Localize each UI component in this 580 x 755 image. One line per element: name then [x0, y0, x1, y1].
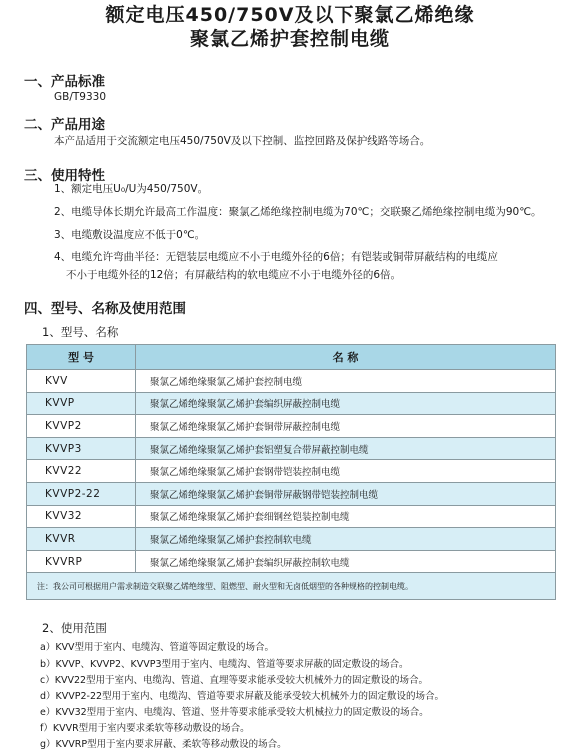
table-row — [27, 460, 556, 483]
model-cell: KVVR — [27, 528, 136, 551]
table-row — [27, 505, 556, 528]
model-cell: KVV — [27, 370, 136, 393]
property-item: 2、电缆导体长期允许最高工作温度：聚氯乙烯绝缘控制电缆为70℃；交联聚乙烯绝缘控制电缆为90℃。 — [54, 206, 542, 218]
name-cell: 聚氯乙烯绝缘聚氯乙烯护套铜带屏蔽控制电缆 — [136, 415, 556, 438]
table-row — [27, 370, 556, 393]
table-header-row — [27, 345, 556, 370]
scope-item: d）KVVP2-22型用于室内、电缆沟、管道等要求屏蔽及能承受较大机械外力的固定敷设的场合。 — [40, 691, 445, 702]
name-cell: 聚氯乙烯绝缘聚氯乙烯护套编织屏蔽控制软电缆 — [136, 550, 556, 573]
table-row — [27, 415, 556, 438]
model-cell: KVVP2 — [27, 415, 136, 438]
model-cell: KVV32 — [27, 505, 136, 528]
property-item: 4、电缆允许弯曲半径：无铠装层电缆应不小于电缆外径的6倍；有铠装或铜带屏蔽结构的电缆应 — [54, 251, 498, 263]
section-usage-heading: 二、产品用途 — [24, 117, 105, 133]
table-note-row — [27, 573, 556, 600]
table-row — [27, 482, 556, 505]
model-cell: KVVP — [27, 392, 136, 415]
name-cell: 聚氯乙烯绝缘聚氯乙烯护套钢带铠装控制电缆 — [136, 460, 556, 483]
name-cell: 聚氯乙烯绝缘聚氯乙烯护套编织屏蔽控制电缆 — [136, 392, 556, 415]
name-cell: 聚氯乙烯绝缘聚氯乙烯护套控制软电缆 — [136, 528, 556, 551]
models-subheading: 1、型号、名称 — [42, 325, 119, 339]
page-subtitle: 聚氯乙烯护套控制电缆 — [189, 28, 390, 50]
model-cell: KVV22 — [27, 460, 136, 483]
table-row — [27, 437, 556, 460]
scope-item: c）KVV22型用于室内、电缆沟、管道、直埋等要求能承受较大机械外力的固定敷设的场合。 — [40, 675, 429, 686]
model-cell: KVVP2-22 — [27, 482, 136, 505]
model-table — [26, 344, 556, 600]
table-note: 注：我公司可根据用户需求制造交联聚乙烯绝缘型、阻燃型、耐火型和无卤低烟型的各种规格的控制电缆。 — [27, 573, 556, 600]
model-cell: KVVP3 — [27, 437, 136, 460]
property-item: 3、电缆敷设温度应不低于0℃。 — [54, 229, 206, 241]
col-model-header: 型 号 — [27, 345, 136, 370]
standard-code: GB/T9330 — [54, 91, 107, 103]
table-row — [27, 550, 556, 573]
section-models-heading: 四、型号、名称及使用范围 — [24, 301, 186, 317]
model-cell: KVVRP — [27, 550, 136, 573]
scope-subheading: 2、使用范围 — [42, 621, 107, 635]
property-item: 1、额定电压U₀/U为450/750V。 — [54, 183, 209, 195]
name-cell: 聚氯乙烯绝缘聚氯乙烯护套铝塑复合带屏蔽控制电缆 — [136, 437, 556, 460]
usage-text: 本产品适用于交流额定电压450/750V及以下控制、监控回路及保护线路等场合。 — [54, 135, 431, 147]
scope-item: g）KVVRP型用于室内要求屏蔽、柔软等移动敷设的场合。 — [40, 739, 287, 750]
page-title: 额定电压450/750V及以下聚氯乙烯绝缘 — [105, 4, 475, 26]
table-row — [27, 528, 556, 551]
scope-item: a）KVV型用于室内、电缆沟、管道等固定敷设的场合。 — [40, 642, 275, 653]
property-item: 不小于电缆外径的12倍；有屏蔽结构的软电缆应不小于电缆外径的6倍。 — [66, 269, 402, 281]
name-cell: 聚氯乙烯绝缘聚氯乙烯护套细钢丝铠装控制电缆 — [136, 505, 556, 528]
scope-item: f）KVVR型用于室内要求柔软等移动敷设的场合。 — [40, 723, 250, 734]
scope-item: e）KVV32型用于室内、电缆沟、管道、竖井等要求能承受较大机械拉力的固定敷设的场合。 — [40, 707, 429, 718]
name-cell: 聚氯乙烯绝缘聚氯乙烯护套控制电缆 — [136, 370, 556, 393]
col-name-header: 名 称 — [136, 345, 556, 370]
table-row — [27, 392, 556, 415]
name-cell: 聚氯乙烯绝缘聚氯乙烯护套铜带屏蔽钢带铠装控制电缆 — [136, 482, 556, 505]
section-properties-heading: 三、使用特性 — [24, 168, 105, 184]
scope-item: b）KVVP、KVVP2、KVVP3型用于室内、电缆沟、管道等要求屏蔽的固定敷设的场合。 — [40, 659, 409, 670]
section-standard-heading: 一、产品标准 — [24, 74, 105, 90]
